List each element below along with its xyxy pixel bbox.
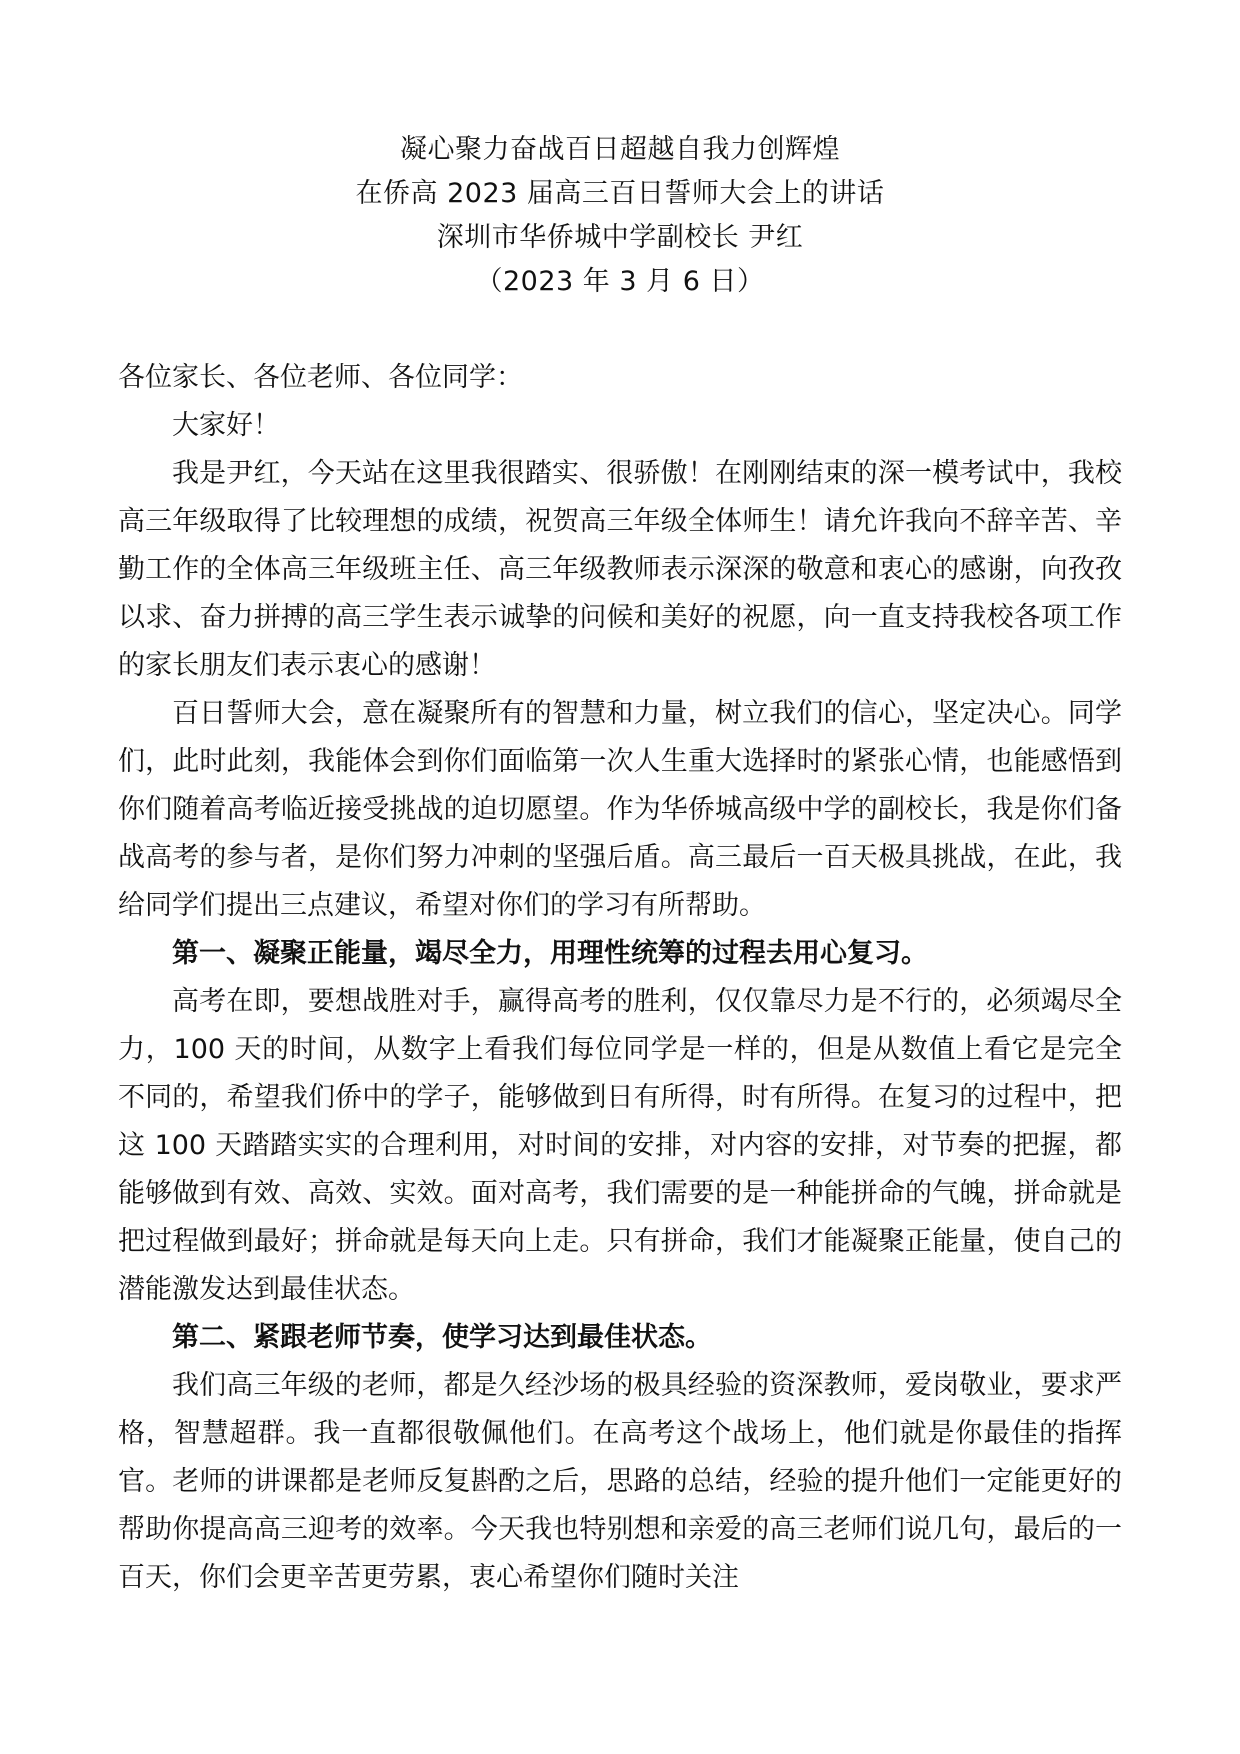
greeting: 大家好！: [172, 410, 280, 441]
salutation: 各位家长、各位老师、各位同学：: [118, 362, 523, 393]
paragraph-1: 我是尹红，今天站在这里我很踏实、很骄傲！在刚刚结束的深一模考试中，我校高三年级取得了比较理想的成绩，祝贺高三年级全体师生！请允许我向不辞辛苦、辛勤工作的全体高三年级班主任、高三年级教师表示深深的敬意和衷心的感谢，向孜孜以求、奋力拼搏的高三学生表示诚挚的问候和美好的祝愿，向一直支持我校各项工作的家长朋友们表示衷心的感谢！: [118, 458, 1122, 681]
speech-title: 凝心聚力奋战百日超越自我力创辉煌: [400, 134, 840, 165]
speech-occasion: 在侨高 2023 届高三百日誓师大会上的讲话: [355, 178, 885, 209]
section-heading-2: 第二、紧跟老师节奏，使学习达到最佳状态。: [172, 1322, 712, 1353]
title-block: [118, 128, 1122, 304]
paragraph-4: 我们高三年级的老师，都是久经沙场的极具经验的资深教师，爱岗敬业，要求严格，智慧超群。我一直都很敬佩他们。在高考这个战场上，他们就是你最佳的指挥官。老师的讲课都是老师反复斟酌之后，思路的总结，经验的提升他们一定能更好的帮助你提高高三迎考的效率。今天我也特别想和亲爱的高三老师们说几句，最后的一百天，你们会更辛苦更劳累，衷心希望你们随时关注: [118, 1370, 1122, 1593]
paragraph-3: 高考在即，要想战胜对手，赢得高考的胜利，仅仅靠尽力是不行的，必须竭尽全力，100 天的时间，从数字上看我们每位同学是一样的，但是从数值上看它是完全不同的，希望我们侨中的学子，能够做到日有所得，时有所得。在复习的过程中，把这 100 天踏踏实实的合理利用，对时间的安排，对内容的安排，对节奏的把握，都能够做到有效、高效、实效。面对高考，我们需要的是一种能拼命的气魄，拼命就是把过程做到最好；拼命就是每天向上走。只有拼命，我们才能凝聚正能量，使自己的潜能激发达到最佳状态。: [118, 986, 1122, 1305]
section-heading-1: 第一、凝聚正能量，竭尽全力，用理性统筹的过程去用心复习。: [172, 938, 928, 969]
speech-date: （2023 年 3 月 6 日）: [475, 266, 765, 297]
speaker-line: 深圳市华侨城中学副校长 尹红: [436, 222, 804, 253]
paragraph-2: 百日誓师大会，意在凝聚所有的智慧和力量，树立我们的信心，坚定决心。同学们，此时此刻，我能体会到你们面临第一次人生重大选择时的紧张心情，也能感悟到你们随着高考临近接受挑战的迫切愿望。作为华侨城高级中学的副校长，我是你们备战高考的参与者，是你们努力冲刺的坚强后盾。高三最后一百天极具挑战，在此，我给同学们提出三点建议，希望对你们的学习有所帮助。: [118, 698, 1122, 921]
